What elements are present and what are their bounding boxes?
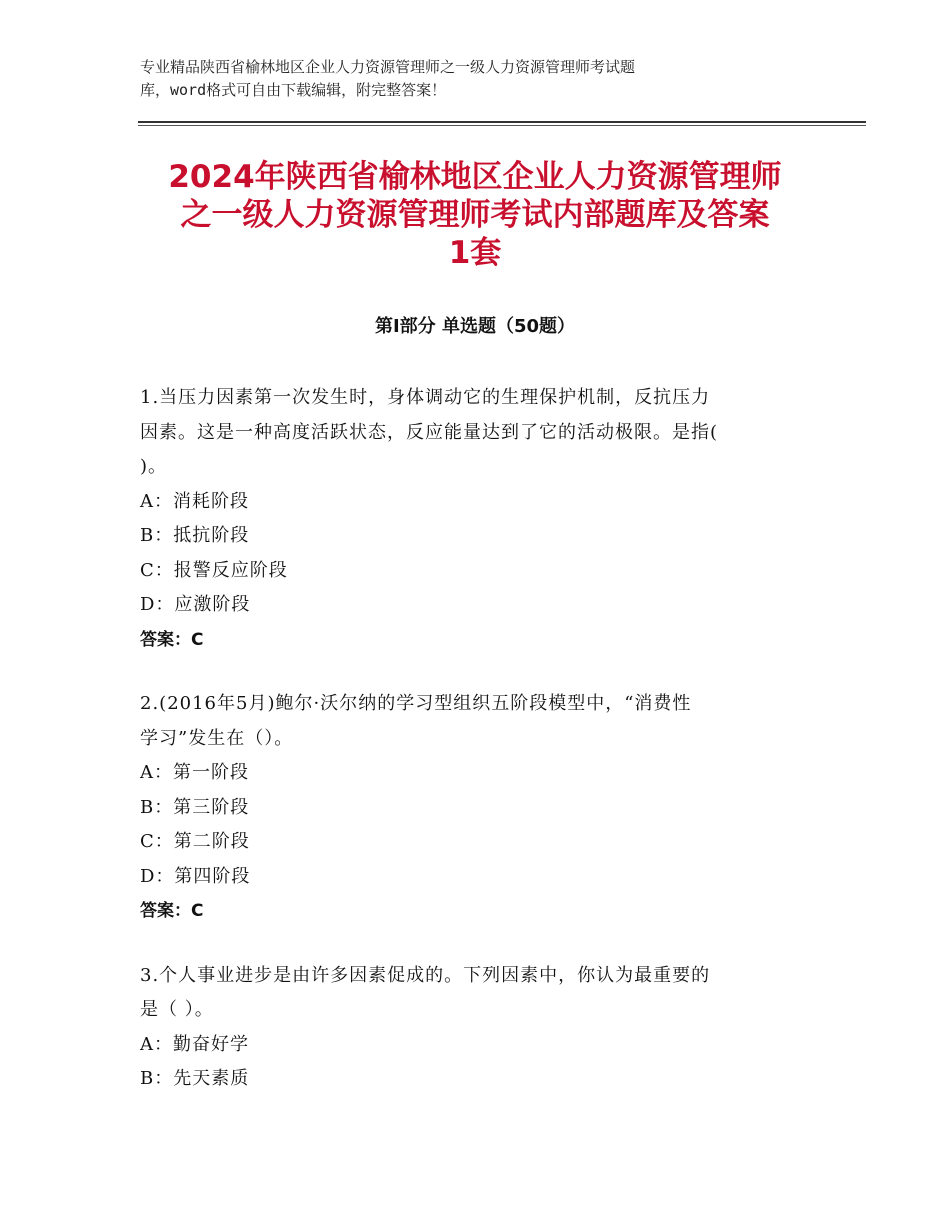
question-stem-line: 1.当压力因素第一次发生时，身体调动它的生理保护机制，反抗压力 bbox=[140, 387, 711, 408]
header-note bbox=[140, 56, 780, 102]
option-b: B：先天素质 bbox=[140, 1068, 250, 1089]
question-stem-line: )。 bbox=[140, 456, 168, 477]
document-title bbox=[120, 158, 830, 272]
question-stem-line: 学习”发生在（）。 bbox=[140, 727, 294, 749]
header-note-line: 专业精品陕西省榆林地区企业人力资源管理师之一级人力资源管理师考试题 bbox=[140, 58, 636, 76]
title-line: 之一级人力资源管理师考试内部题库及答案 bbox=[180, 197, 770, 233]
question-stem bbox=[140, 959, 805, 1028]
option-a: A：消耗阶段 bbox=[140, 490, 249, 512]
header-note-line: 库，word格式可自由下载编辑，附完整答案！ bbox=[140, 81, 447, 99]
option-c: C：报警反应阶段 bbox=[140, 559, 288, 581]
option-b: B：抵抗阶段 bbox=[140, 525, 250, 546]
question-stem bbox=[140, 687, 805, 756]
option-c: C：第二阶段 bbox=[140, 831, 250, 852]
answer: 答案：C bbox=[140, 629, 204, 650]
question-stem-line: 是（ ）。 bbox=[140, 999, 214, 1020]
section-heading: 第Ⅰ部分 单选题（50题） bbox=[374, 316, 575, 337]
title-line: 1套 bbox=[448, 235, 502, 271]
question-item bbox=[140, 959, 805, 1097]
option-a: A：勤奋好学 bbox=[140, 1033, 249, 1055]
title-line: 2024年陕西省榆林地区企业人力资源管理师 bbox=[168, 159, 782, 195]
question-stem bbox=[140, 381, 805, 485]
header-divider-thin bbox=[138, 125, 866, 126]
option-d: D：第四阶段 bbox=[140, 865, 251, 887]
question-stem-line: 3.个人事业进步是由许多因素促成的。下列因素中，你认为最重要的 bbox=[140, 964, 711, 986]
question-stem-line: 2.(2016年5月)鲍尔·沃尔纳的学习型组织五阶段模型中，“消费性 bbox=[140, 693, 692, 714]
header-divider bbox=[138, 121, 866, 123]
option-d: D：应激阶段 bbox=[140, 594, 251, 615]
option-b: B：第三阶段 bbox=[140, 796, 250, 818]
option-a: A：第一阶段 bbox=[140, 762, 249, 783]
question-item bbox=[140, 381, 805, 657]
question-item bbox=[140, 687, 805, 929]
question-stem-line: 因素。这是一种高度活跃状态，反应能量达到了它的活动极限。是指( bbox=[140, 421, 719, 443]
answer: 答案：C bbox=[140, 901, 204, 921]
question-list bbox=[140, 381, 805, 1127]
